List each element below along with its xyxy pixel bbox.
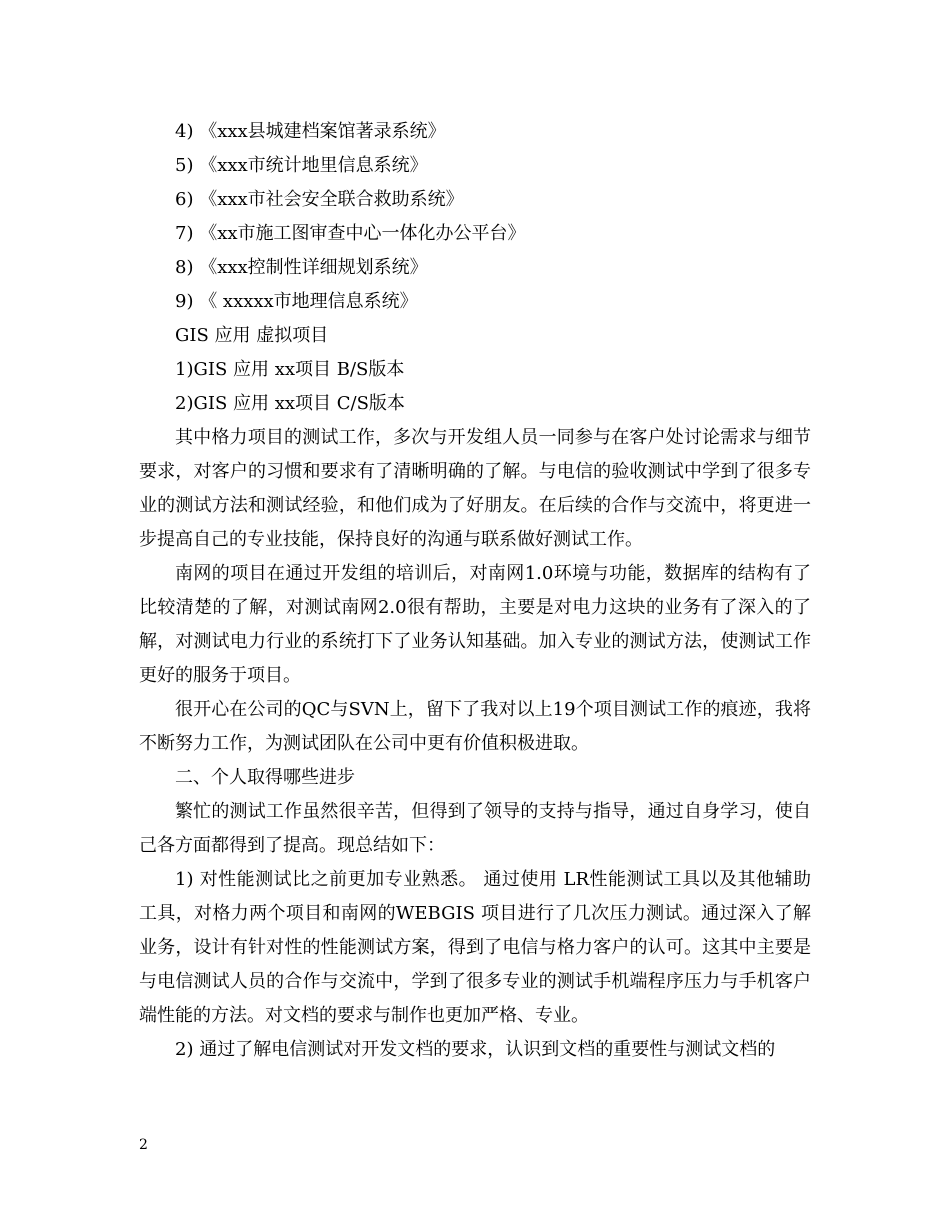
- paragraph-progress-intro: 繁忙的测试工作虽然很辛苦，但得到了领导的支持与指导，通过自身学习，使自己各方面都得到了提高。现总结如下：: [139, 801, 811, 856]
- paragraph-performance-testing: 1) 对性能测试比之前更加专业熟悉。 通过使用 LR性能测试工具以及其他辅助工具，对格力两个项目和南网的WEBGIS 项目进行了几次压力测试。通过深入了解业务，设计有针对性的性能测试方案，得到了电信与格力客户的认可。这其中主要是与电信测试人员的合作与交流中，学到了很多专业的测试手机端程序压力与手机客户端性能的方法。对文档的要求与制作也更加严格、专业。: [139, 869, 811, 1026]
- list-item: 8) 《xxx控制性详细规划系统》: [175, 257, 428, 278]
- list-item: 9) 《 xxxxx市地理信息系统》: [175, 291, 418, 312]
- section-heading: 二、个人取得哪些进步: [175, 767, 355, 788]
- list-item: 7) 《xx市施工图审查中心一体化办公平台》: [175, 223, 526, 244]
- list-item: 4) 《xxx县城建档案馆著录系统》: [175, 121, 446, 142]
- list-item: 6) 《xxx市社会安全联合救助系统》: [175, 189, 464, 210]
- gis-item: 1)GIS 应用 xx项目 B/S版本: [175, 359, 405, 380]
- list-item: 5) 《xxx市统计地里信息系统》: [175, 155, 428, 176]
- gis-item: 2)GIS 应用 xx项目 C/S版本: [175, 393, 405, 414]
- paragraph-southern-grid: 南网的项目在通过开发组的培训后，对南网1.0环境与功能，数据库的结构有了比较清楚的了解，对测试南网2.0很有帮助，主要是对电力这块的业务有了深入的了解，对测试电力行业的系统打下了业务认知基础。加入专业的测试方法，使测试工作更好的服务于项目。: [139, 563, 811, 686]
- gis-heading: GIS 应用 虚拟项目: [175, 325, 329, 346]
- page-number: 2: [139, 1137, 148, 1153]
- page-content: [139, 115, 811, 1067]
- paragraph-gree-testing: 其中格力项目的测试工作，多次与开发组人员一同参与在客户处讨论需求与细节要求，对客户的习惯和要求有了清晰明确的了解。与电信的验收测试中学到了很多专业的测试方法和测试经验，和他们成为了好朋友。在后续的合作与交流中，将更进一步提高自己的专业技能，保持良好的沟通与联系做好测试工作。: [139, 427, 811, 550]
- paragraph-documentation: 2) 通过了解电信测试对开发文档的要求，认识到文档的重要性与测试文档的: [175, 1039, 776, 1060]
- paragraph-qc-svn: 很开心在公司的QC与SVN上，留下了我对以上19个项目测试工作的痕迹，我将不断努力工作，为测试团队在公司中更有价值积极进取。: [139, 699, 811, 754]
